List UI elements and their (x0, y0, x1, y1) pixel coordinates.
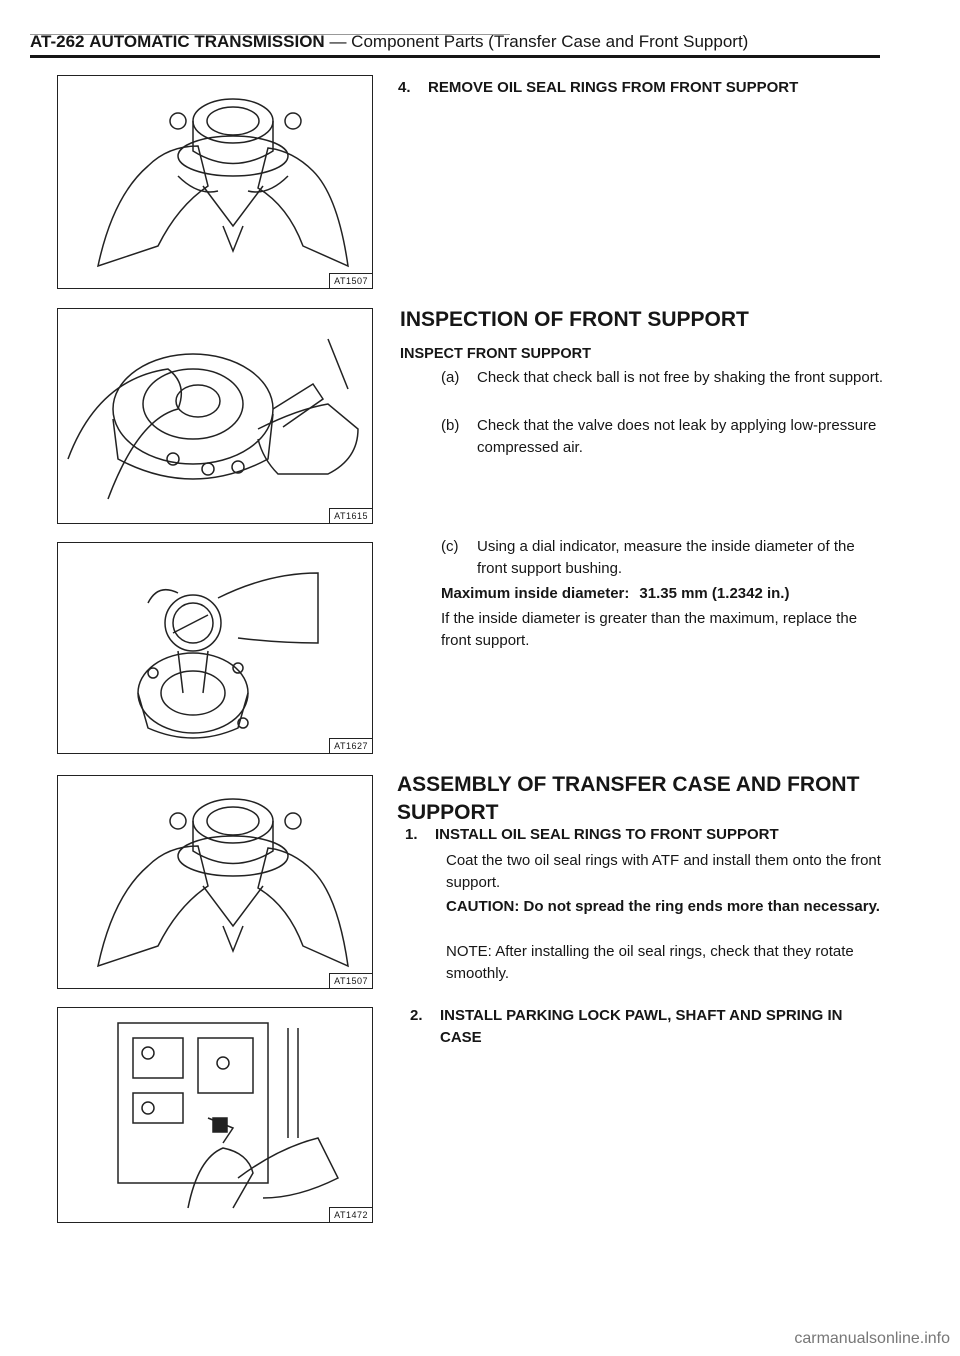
figure-code: AT1507 (329, 273, 372, 288)
item-label: (c) (441, 538, 459, 555)
item-text: Check that the valve does not leak by applying low-pressure compressed air. (477, 417, 877, 456)
heading-inspection: INSPECTION OF FRONT SUPPORT (400, 308, 749, 331)
inspection-item-c (441, 536, 871, 580)
figure-remove-seal-rings (57, 75, 373, 289)
step1-body: Coat the two oil seal rings with ATF and install them onto the front support. (446, 852, 881, 891)
subheading-inspect-front-support: INSPECT FRONT SUPPORT (400, 346, 591, 362)
header-dash: — (324, 32, 352, 51)
inspection-item-a (441, 367, 884, 411)
illustration-shaking-front-support (58, 309, 372, 523)
caution-note (446, 896, 891, 918)
figure-check-ball (57, 308, 373, 524)
step-text: INSTALL OIL SEAL RINGS TO FRONT SUPPORT (435, 826, 779, 843)
header-rule (30, 55, 880, 58)
figure-parking-lock-pawl (57, 1007, 373, 1223)
inspection-item-b (441, 415, 877, 459)
item-label: (a) (441, 369, 460, 386)
heading-assembly-line1: ASSEMBLY OF TRANSFER CASE AND FRONT (397, 773, 860, 796)
spec-value: 31.35 mm (1.2342 in.) (639, 585, 790, 602)
inspection-note: If the inside diameter is greater than the maximum, replace the front support. (441, 610, 858, 649)
spec-label: Maximum inside diameter: (441, 585, 630, 602)
heading-assembly (397, 771, 859, 827)
figure-dial-indicator (57, 542, 373, 754)
page-number: AT-262 (30, 32, 85, 51)
step-text-line1: INSTALL PARKING LOCK PAWL, SHAFT AND SPRING IN (440, 1007, 843, 1024)
page-header (30, 30, 880, 56)
step-remove-oil-seal-rings (398, 79, 798, 96)
step-text-line2: CASE (440, 1029, 482, 1046)
heading-assembly-line2: SUPPORT (397, 801, 499, 824)
step-install-parking-lock-pawl (410, 1005, 843, 1049)
figure-code: AT1472 (329, 1207, 372, 1222)
illustration-hands-install-rings (58, 776, 372, 988)
illustration-case-parking-pawl (58, 1008, 372, 1222)
step-number: 1. (405, 826, 418, 843)
note-text: After installing the oil seal rings, check that they rotate smoothly. (446, 943, 854, 982)
figure-code: AT1615 (329, 508, 372, 523)
spec-max-inside-diameter (441, 585, 789, 602)
step-number: 2. (410, 1007, 423, 1024)
item-label: (b) (441, 417, 460, 434)
figure-code: AT1507 (329, 973, 372, 988)
watermark: carmanualsonline.info (794, 1330, 950, 1347)
figure-code: AT1627 (329, 738, 372, 753)
step-number: 4. (398, 79, 411, 96)
illustration-dial-indicator-bushing (58, 543, 372, 753)
illustration-hands-front-support (58, 76, 372, 288)
section-subtitle: Component Parts (Transfer Case and Front Support) (351, 32, 749, 51)
section-title: AUTOMATIC TRANSMISSION (89, 32, 325, 51)
installation-note (446, 941, 891, 985)
step-install-oil-seal-rings (405, 826, 779, 843)
header-text (30, 32, 748, 52)
item-text: Check that check ball is not free by shaking the front support. (477, 369, 884, 386)
step-text: REMOVE OIL SEAL RINGS FROM FRONT SUPPORT (428, 79, 799, 96)
caution-label: CAUTION: (446, 898, 520, 915)
note-label: NOTE: (446, 943, 492, 960)
figure-install-seal-rings (57, 775, 373, 989)
caution-text: Do not spread the ring ends more than necessary. (523, 898, 880, 915)
item-text: Using a dial indicator, measure the inside diameter of the front support bushing. (477, 538, 855, 577)
